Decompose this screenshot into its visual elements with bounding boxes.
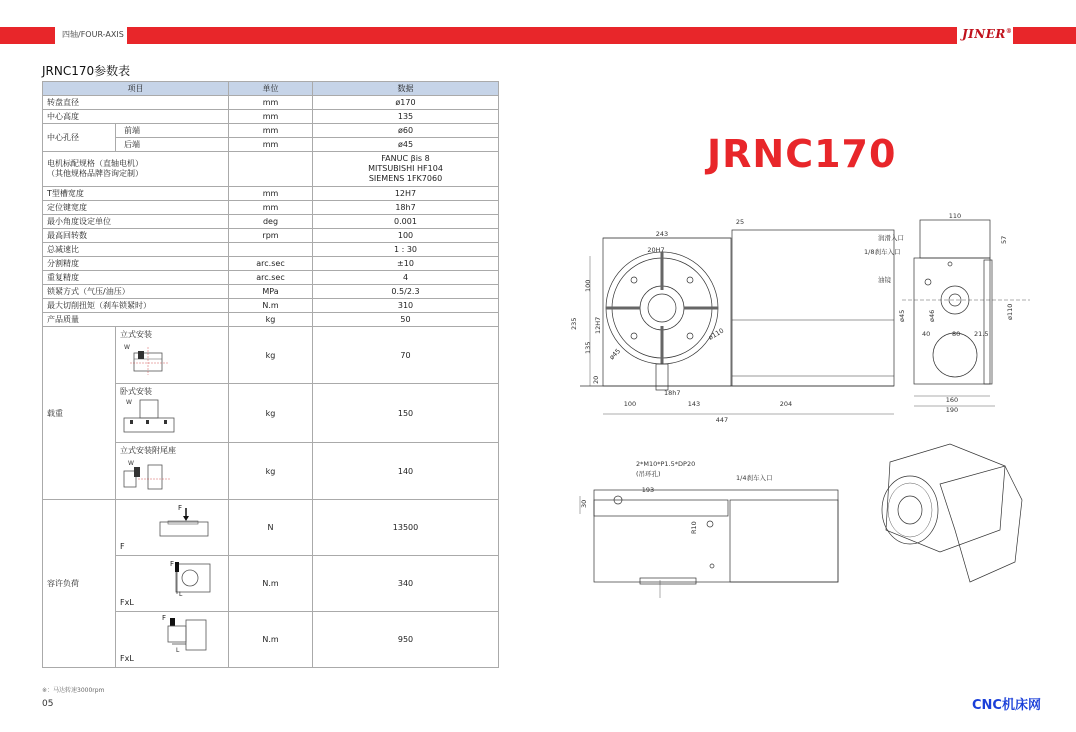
allow-row: F L FxL N.m 950 [43,612,499,668]
model-title: JRNC170 [707,132,897,176]
svg-text:1/4刹车入口: 1/4刹车入口 [736,474,773,482]
header-bar [127,27,957,44]
svg-text:1/8刹车入口: 1/8刹车入口 [864,248,901,256]
svg-text:21.5: 21.5 [974,330,989,338]
svg-text:2*M10*P1.5*DP20: 2*M10*P1.5*DP20 [636,460,696,468]
svg-text:80: 80 [952,330,961,338]
table-row: 转盘直径 mm ø170 [43,96,499,110]
svg-text:447: 447 [715,416,729,424]
axial-load-icon [120,502,225,538]
load-row: 卧式安装 W kg 150 [43,384,499,443]
allow-row: 容许负荷 F F N 13500 [43,500,499,556]
svg-text:ø110: ø110 [1006,303,1014,320]
table-row: 分割精度 arc.sec ±10 [43,257,499,271]
allow-row: F L FxL N.m 340 [43,556,499,612]
svg-text:ø46: ø46 [928,309,936,322]
section-label: 四轴/FOUR-AXIS [62,30,124,39]
svg-text:ø110: ø110 [707,326,726,342]
svg-text:204: 204 [779,400,793,408]
svg-text:F: F [178,504,183,512]
svg-text:100: 100 [623,400,637,408]
header-unit: 单位 [229,82,313,96]
svg-text:油镜: 油镜 [878,276,891,284]
footnote: ※：马达转速3000rpm [42,687,105,694]
svg-text:160: 160 [945,396,959,404]
svg-text:(吊环孔): (吊环孔) [636,470,661,478]
svg-text:W: W [128,460,134,467]
page-number: 05 [42,699,54,709]
svg-text:40: 40 [922,330,931,338]
page-title: JRNC170参数表 [42,64,131,78]
technical-drawings [560,200,1060,600]
watermark: CNC机床网 [972,698,1041,713]
table-row: 重复精度 arc.sec 4 [43,271,499,285]
table-row: 最小角度设定单位 deg 0.001 [43,215,499,229]
svg-text:190: 190 [945,406,959,414]
svg-text:100: 100 [584,279,592,292]
table-row: 锁紧方式（气压/油压） MPa 0.5/2.3 [43,285,499,299]
svg-text:ø45: ø45 [898,309,906,322]
svg-text:18h7: 18h7 [664,389,681,397]
svg-text:ø45: ø45 [607,347,623,362]
svg-text:L: L [176,647,180,654]
svg-text:R10: R10 [690,521,698,534]
svg-text:20H7: 20H7 [647,246,665,254]
allow-label: 容许负荷 [43,500,116,668]
svg-text:243: 243 [655,230,669,238]
svg-text:143: 143 [687,400,701,408]
header-bar-right [1013,27,1076,44]
table-row: 产品质量 kg 50 [43,313,499,327]
svg-text:F: F [170,560,175,568]
svg-text:L: L [179,591,183,598]
table-row: 总减速比 1 : 30 [43,243,499,257]
svg-text:W: W [126,399,132,406]
load-row: 立式安装附尾座 W kg 140 [43,443,499,500]
svg-text:20: 20 [592,375,600,384]
table-row: 中心高度 mm 135 [43,110,499,124]
header-item: 项目 [43,82,229,96]
spec-table [42,81,499,668]
svg-text:110: 110 [948,212,962,220]
tailstock-mount-icon [120,457,180,493]
svg-text:F: F [162,614,167,622]
svg-text:135: 135 [584,341,592,354]
vertical-mount-icon [120,341,180,377]
table-row: 中心孔径 前端 mm ø60 [43,124,499,138]
moment-load-icon [120,558,225,598]
load-row: 载重 立式安装 W kg 70 [43,327,499,384]
svg-text:润滑入口: 润滑入口 [878,234,904,242]
table-header-row [43,82,499,96]
table-row: 后端 mm ø45 [43,138,499,152]
table-row: 最大切削扭矩（刹车锁紧时） N.m 310 [43,299,499,313]
table-row: 电机标配规格（直轴电机） （其他规格品牌咨询定制） FANUC βis 8 MITSUBISHI HF104 SIEMENS 1FK7060 [43,152,499,187]
header-data: 数据 [313,82,499,96]
offset-moment-load-icon [120,614,225,654]
table-row: 最高回转数 rpm 100 [43,229,499,243]
header-bar-left [0,27,55,44]
load-label: 载重 [43,327,116,500]
table-row: T型槽宽度 mm 12H7 [43,187,499,201]
svg-text:25: 25 [735,218,745,226]
svg-text:W: W [124,344,130,351]
table-row: 定位键宽度 mm 18h7 [43,201,499,215]
horizontal-mount-icon [120,398,180,436]
svg-text:193: 193 [641,486,655,494]
brand-logo: JINER® [962,27,1013,41]
svg-text:235: 235 [570,317,578,330]
svg-text:30: 30 [580,499,588,508]
svg-text:57: 57 [1000,235,1008,244]
svg-text:12H7: 12H7 [594,316,602,334]
